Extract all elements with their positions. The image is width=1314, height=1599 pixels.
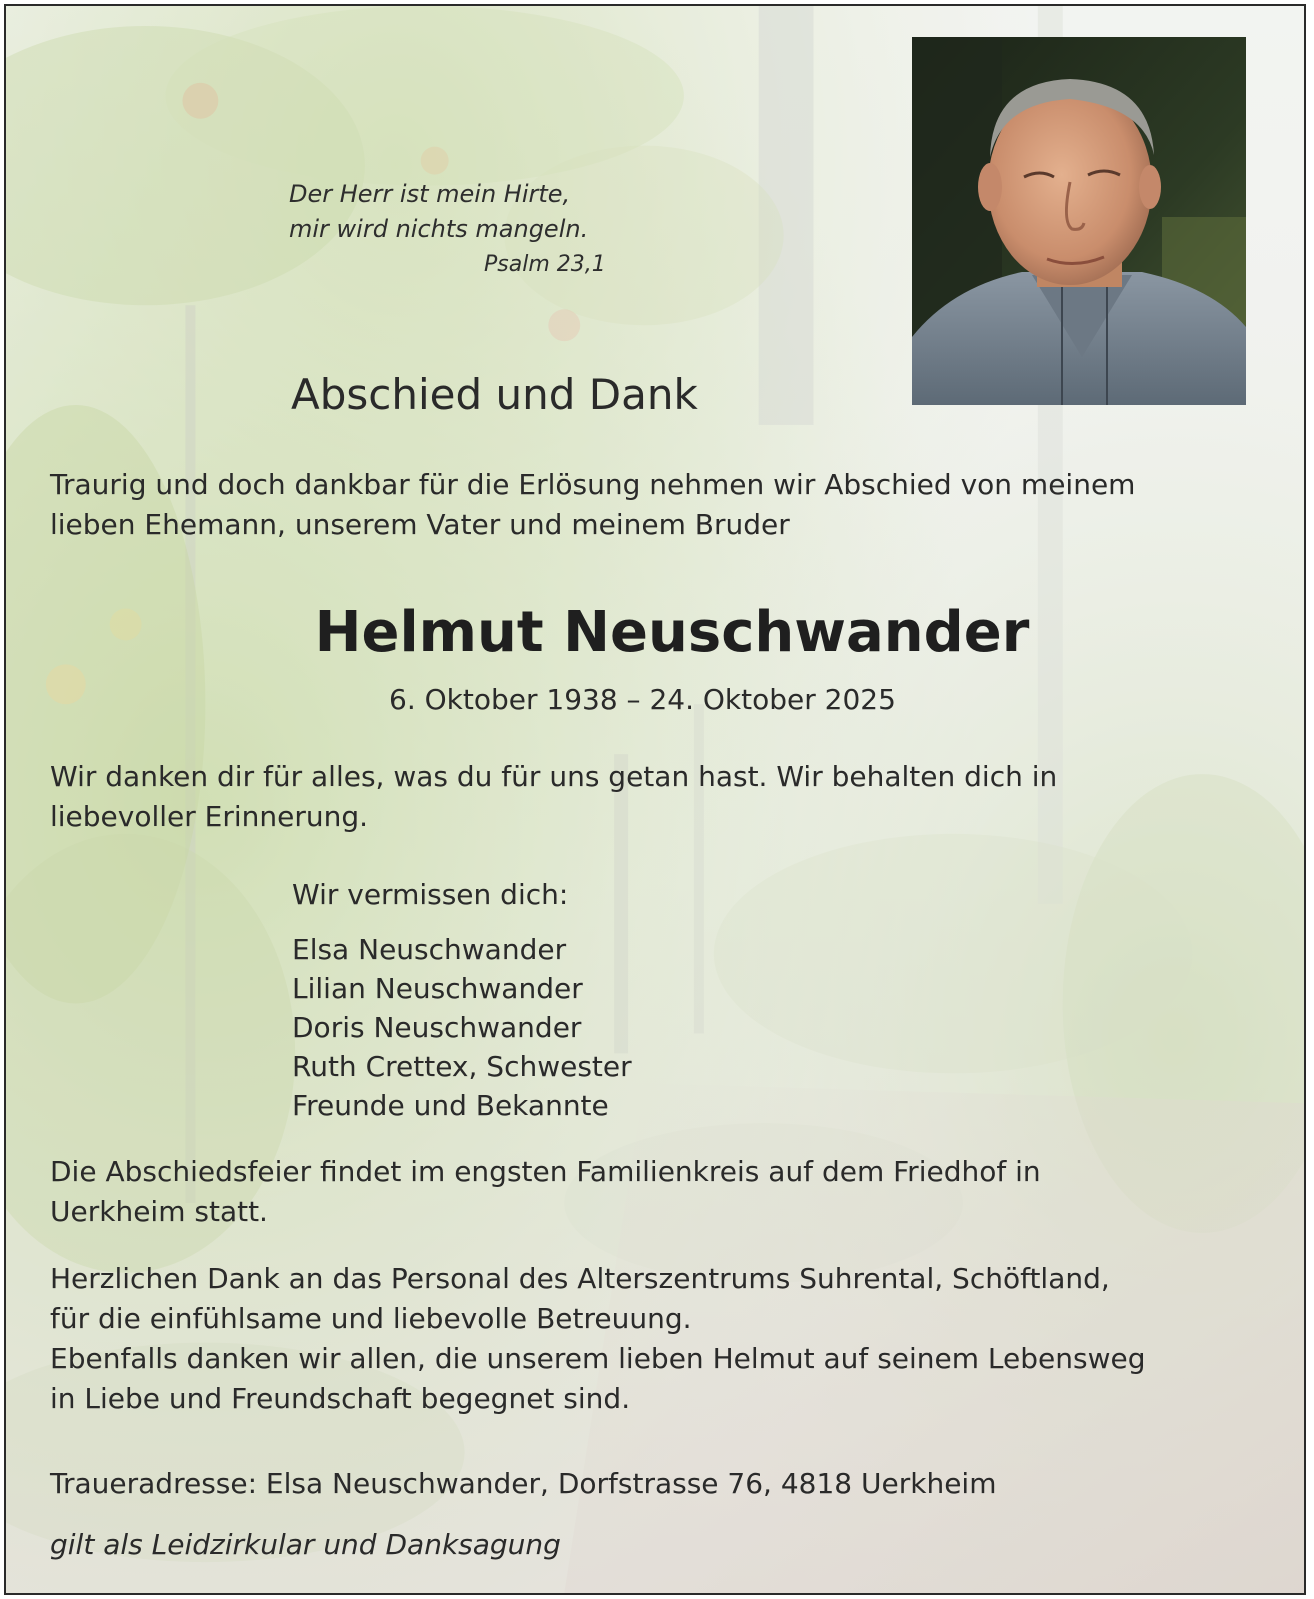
text-line: lieben Ehemann, unserem Vater und meinem Bruder bbox=[50, 508, 790, 541]
thanks-paragraph bbox=[50, 757, 1057, 837]
gratitude-paragraph bbox=[50, 1259, 1146, 1419]
intro-paragraph bbox=[50, 465, 1135, 545]
mourning-address: Traueradresse: Elsa Neuschwander, Dorfstrasse 76, 4818 Uerkheim bbox=[50, 1467, 997, 1500]
mourner-name: Doris Neuschwander bbox=[292, 1011, 582, 1044]
text-line: Ebenfalls danken wir allen, die unserem lieben Helmut auf seinem Lebensweg bbox=[50, 1342, 1146, 1375]
footer-note: gilt als Leidzirkular und Danksagung bbox=[50, 1528, 561, 1561]
mourner-name: Lilian Neuschwander bbox=[292, 972, 583, 1005]
ceremony-paragraph bbox=[50, 1152, 1041, 1232]
text-line: Herzlichen Dank an das Personal des Alterszentrums Suhrental, Schöftland, bbox=[50, 1262, 1110, 1295]
bible-verse bbox=[289, 177, 588, 247]
text-line: für die einfühlsame und liebevolle Betreuung. bbox=[50, 1302, 692, 1335]
text-line: Wir danken dir für alles, was du für uns getan hast. Wir behalten dich in bbox=[50, 760, 1058, 793]
life-dates: 6. Oktober 1938 – 24. Oktober 2025 bbox=[389, 683, 896, 716]
verse-line: mir wird nichts mangeln. bbox=[289, 215, 589, 243]
mourner-name: Ruth Crettex, Schwester bbox=[292, 1050, 632, 1083]
portrait-photo bbox=[912, 37, 1246, 405]
mourners-heading: Wir vermissen dich: bbox=[292, 878, 569, 911]
verse-line: Der Herr ist mein Hirte, bbox=[289, 180, 571, 208]
obituary-card bbox=[4, 4, 1306, 1595]
text-line: Die Abschiedsfeier findet im engsten Familienkreis auf dem Friedhof in bbox=[50, 1155, 1041, 1188]
mourners-list bbox=[292, 930, 632, 1125]
deceased-name: Helmut Neuschwander bbox=[314, 600, 1030, 665]
text-line: in Liebe und Freundschaft begegnet sind. bbox=[50, 1382, 631, 1415]
text-line: Traurig und doch dankbar für die Erlösung nehmen wir Abschied von meinem bbox=[50, 468, 1136, 501]
mourner-name: Freunde und Bekannte bbox=[292, 1089, 609, 1122]
verse-reference: Psalm 23,1 bbox=[484, 252, 606, 277]
text-line: Uerkheim statt. bbox=[50, 1195, 268, 1228]
page-title: Abschied und Dank bbox=[291, 370, 698, 419]
mourner-name: Elsa Neuschwander bbox=[292, 933, 567, 966]
text-line: liebevoller Erinnerung. bbox=[50, 800, 369, 833]
